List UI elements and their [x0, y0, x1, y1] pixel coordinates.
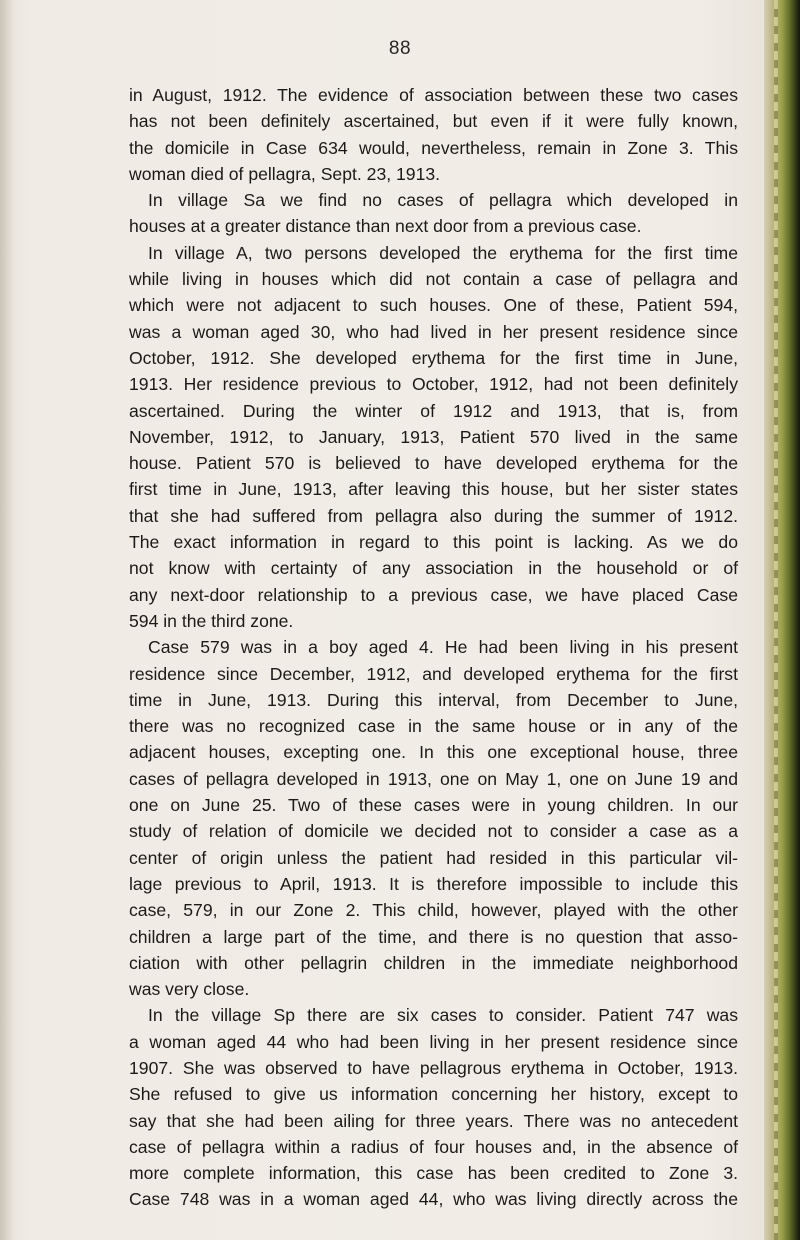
text-line: 594 in the third zone.	[129, 610, 294, 631]
text-line: first time in June, 1913, after leaving this house, but her sister states	[129, 479, 738, 500]
text-line: there was no recognized case in the same house or in any of the	[129, 716, 738, 737]
text-line: has not been definitely ascertained, but even if it were fully known,	[129, 111, 738, 132]
text-line: November, 1912, to January, 1913, Patient 570 lived in the same	[129, 426, 738, 447]
page-number: 88	[388, 38, 412, 59]
text-line: center of origin unless the patient had resided in this particular vil-	[129, 847, 738, 868]
text-line: case of pellagra within a radius of four houses and, in the absence of	[129, 1136, 738, 1157]
text-line: In village A, two persons developed the erythema for the first time	[148, 242, 738, 263]
text-line: one on June 25. Two of these cases were in young children. In our	[129, 795, 738, 816]
text-line: lage previous to April, 1913. It is therefore impossible to include this	[129, 873, 738, 894]
text-line: children a large part of the time, and there is no question that asso-	[129, 926, 738, 947]
text-line: study of relation of domicile we decided not to consider a case as a	[129, 821, 738, 842]
text-line: cases of pellagra developed in 1913, one on May 1, one on June 19 and	[129, 768, 738, 789]
text-line: a woman aged 44 who had been living in her present residence since	[129, 1031, 738, 1052]
text-line: case, 579, in our Zone 2. This child, however, played with the other	[129, 900, 738, 921]
text-line: time in June, 1913. During this interval, from December to June,	[129, 689, 738, 710]
text-line: while living in houses which did not contain a case of pellagra and	[129, 269, 738, 290]
text-line: which were not adjacent to such houses. One of these, Patient 594,	[129, 295, 738, 316]
text-line: say that she had been ailing for three years. There was no antecedent	[129, 1110, 738, 1131]
text-line: any next-door relationship to a previous case, we have placed Case	[129, 584, 738, 605]
text-line: was very close.	[129, 979, 250, 1000]
text-line: In the village Sp there are six cases to consider. Patient 747 was	[148, 1005, 738, 1026]
text-line: ascertained. During the winter of 1912 and 1913, that is, from	[129, 400, 738, 421]
text-line: more complete information, this case has been credited to Zone 3.	[129, 1163, 738, 1184]
text-line: 1913. Her residence previous to October, 1912, had not been definitely	[129, 374, 738, 395]
text-line: houses at a greater distance than next door from a previous case.	[129, 216, 642, 237]
text-line: the domicile in Case 634 would, nevertheless, remain in Zone 3. This	[129, 137, 738, 158]
text-line: residence since December, 1912, and developed erythema for the first	[129, 663, 738, 684]
text-line: in August, 1912. The evidence of association between these two cases	[129, 85, 738, 105]
text-line: The exact information in regard to this point is lacking. As we do	[129, 532, 738, 553]
text-line: In village Sa we find no cases of pellagra which developed in	[148, 190, 738, 211]
text-line: She refused to give us information concerning her history, except to	[129, 1084, 738, 1105]
body-text	[129, 82, 738, 1213]
text-line: Case 579 was in a boy aged 4. He had been living in his present	[148, 637, 738, 658]
text-line: 1907. She was observed to have pellagrous erythema in October, 1913.	[129, 1057, 738, 1078]
text-line: Case 748 was in a woman aged 44, who was living directly across the	[129, 1189, 738, 1210]
page-gutter-shadow	[0, 0, 14, 1240]
text-line: that she had suffered from pellagra also during the summer of 1912.	[129, 505, 738, 526]
book-binding-edge	[764, 0, 800, 1240]
text-line: not know with certainty of any association in the household or of	[129, 558, 738, 579]
text-line: October, 1912. She developed erythema for the first time in June,	[129, 347, 738, 368]
text-line: house. Patient 570 is believed to have developed erythema for the	[129, 453, 738, 474]
text-line: ciation with other pellagrin children in the immediate neighborhood	[129, 952, 738, 973]
text-line: adjacent houses, excepting one. In this one exceptional house, three	[129, 742, 738, 763]
text-line: was a woman aged 30, who had lived in her present residence since	[129, 321, 738, 342]
text-line: woman died of pellagra, Sept. 23, 1913.	[129, 163, 441, 184]
